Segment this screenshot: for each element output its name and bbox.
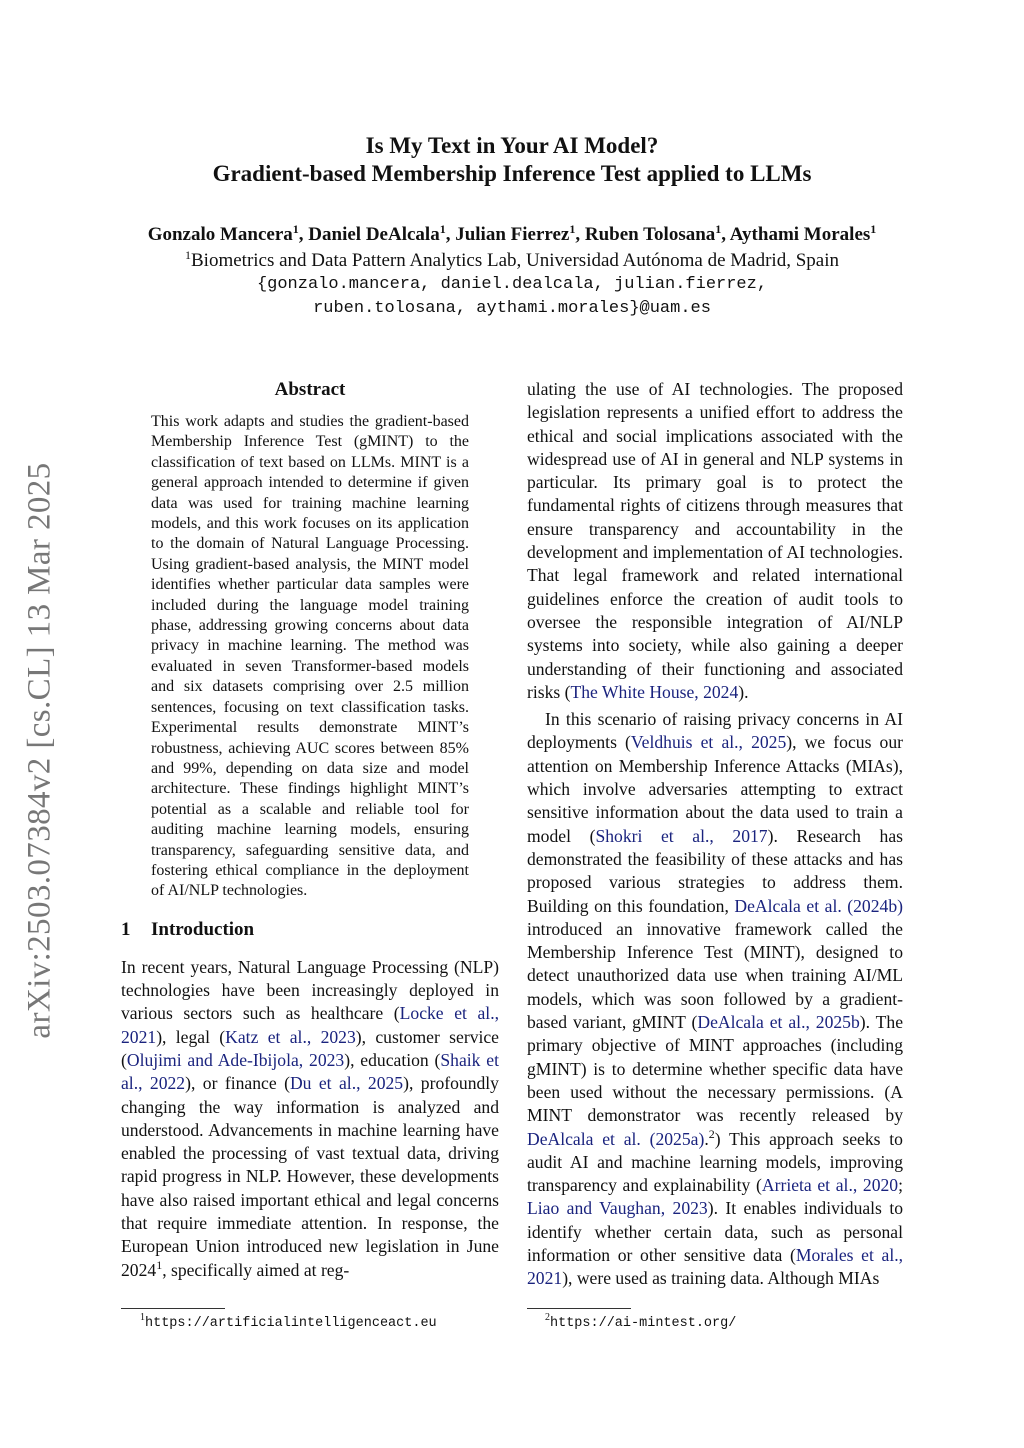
- arxiv-identifier-text: arXiv:2503.07384v2 [cs.CL] 13 Mar 2025: [21, 461, 58, 1039]
- abstract-heading: Abstract: [274, 379, 346, 400]
- intro-paragraph-1-continued: ulating the use of AI technologies. The proposed legislation represents a unified effort to address the ethical and social implications associated with the widespread use of AI in general and NLP systems in particular. Its primary goal is to protect the fundamental rights of citizens through measures that ensure transparency and accountability in the development and implementation of AI technologies. That legal framework and related international guidelines enforce the creation of audit tools to oversee the responsible integration of AI/NLP systems into society, while also gaining a deeper understanding of their functioning and associated risks (The White House, 2024).: [527, 379, 903, 702]
- footnote-marker[interactable]: 1: [156, 1257, 163, 1272]
- author-affil-marker: 1: [715, 222, 722, 236]
- author-name: Daniel DeAlcala: [308, 224, 440, 245]
- footnote-marker: 1: [140, 1312, 145, 1323]
- citation-link[interactable]: DeAlcala et al. (2025a): [527, 1128, 705, 1149]
- affiliation-text: Biometrics and Data Pattern Analytics Lab, Universidad Autónoma de Madrid, Spain: [191, 250, 839, 271]
- footnote-1: [140, 1312, 437, 1331]
- citation-link[interactable]: Shokri et al., 2017: [595, 825, 768, 846]
- author-affil-marker: 1: [870, 222, 877, 236]
- citation-link[interactable]: Arrieta et al., 2020: [761, 1175, 899, 1196]
- author-affil-marker: 1: [292, 222, 299, 236]
- paragraph-continuation: , specifically aimed at reg-: [162, 1259, 350, 1280]
- author-name: Ruben Tolosana: [584, 224, 716, 245]
- left-column: [121, 378, 499, 1282]
- intro-paragraph-1: In recent years, Natural Language Processing (NLP) technologies have been increasingly deployed in various sectors such as healthcare (Locke et al., 2021), legal (Katz et al., 2023), customer service (Olujimi and Ade-Ibijola, 2023), education (Shaik et al., 2022), or finance (Du et al., 2025), profoundly changing the way information is analyzed and understood. Advancements in machine learning have enabled the processing of vast textual data, driving rapid progress in NLP. However, these developments have also raised important ethical and legal concerns that require immediate attention. In response, the European Union introduced new legislation in June 2024$^1$, specifically aimed at reg-: [121, 956, 499, 1280]
- citation-link[interactable]: DeAlcala et al. (2024b): [734, 895, 903, 916]
- footnote-divider: [121, 1308, 225, 1309]
- footnote-2: [545, 1312, 737, 1331]
- citation-link[interactable]: Liao and Vaughan, 2023: [527, 1198, 708, 1219]
- author-affil-marker: 1: [439, 222, 446, 236]
- section-heading-introduction: [121, 918, 499, 942]
- affiliation-marker: 1: [185, 248, 191, 262]
- footnote-marker[interactable]: 2: [708, 1126, 715, 1141]
- citation-link[interactable]: Du et al., 2025: [289, 1073, 404, 1094]
- footnote-divider: [527, 1308, 631, 1309]
- citation-link[interactable]: The White House, 2024: [570, 681, 739, 702]
- email-line-1: {gonzalo.mancera, daniel.dealcala, julian.fierrez,: [256, 275, 768, 294]
- citation-link[interactable]: Morales et al., 2021: [527, 1244, 904, 1289]
- author-name: Gonzalo Mancera: [147, 224, 293, 245]
- title-line-2: Gradient-based Membership Inference Test applied to LLMs: [212, 161, 812, 186]
- title-line-1: Is My Text in Your AI Model?: [365, 133, 659, 158]
- email-line-2: ruben.tolosana, aythami.morales}@uam.es: [313, 299, 711, 318]
- citation-link[interactable]: Shaik et al., 2022: [121, 1049, 499, 1094]
- affiliation: [0, 248, 1024, 273]
- right-column: [527, 378, 903, 1291]
- paper-title: [0, 132, 1024, 188]
- author-affil-marker: 1: [569, 222, 576, 236]
- citation-link[interactable]: Veldhuis et al., 2025: [630, 732, 787, 753]
- author-block: [0, 222, 1024, 321]
- citation-link[interactable]: Locke et al., 2021: [121, 1003, 499, 1047]
- author-name: Aythami Morales: [729, 224, 871, 245]
- section-number: 1: [121, 918, 131, 940]
- citation-link[interactable]: Katz et al., 2023: [225, 1026, 356, 1047]
- footnote-url[interactable]: https://ai-mintest.org/: [550, 1316, 737, 1331]
- citation-link[interactable]: Olujimi and Ade-Ibijola, 2023: [126, 1049, 345, 1070]
- citation-link[interactable]: DeAlcala et al., 2025b: [697, 1012, 860, 1033]
- section-title: Introduction: [151, 918, 255, 940]
- author-name: Julian Fierrez: [455, 224, 570, 245]
- footnote-url[interactable]: https://artificialintelligenceact.eu: [145, 1316, 437, 1331]
- author-list: Gonzalo Mancera$^1$, Daniel DeAlcala$^1$, Julian Fierrez$^1$, Ruben Tolosana$^1$, Aythami Morales$^1$: [147, 222, 877, 245]
- intro-paragraph-2: In this scenario of raising privacy concerns in AI deployments (Veldhuis et al., 2025), we focus our attention on Membership Inference Attacks (MIAs), which involve adversaries attempting to extract sensitive information about the data used to train a model (Shokri et al., 2017). Research has demonstrated the feasibility of these attacks and has proposed various strategies to address them. Building on this foundation, DeAlcala et al. (2024b) introduced an innovative framework called the Membership Inference Test (MINT), designed to detect unauthorized data use when training AI/ML models, which was soon followed by a gradient-based variant, gMINT (DeAlcala et al., 2025b). The primary objective of MINT approaches (including gMINT) is to determine whether specific data have been used without the necessary permissions. (A MINT demonstrator was recently released by DeAlcala et al. (2025a).$^2$) This approach seeks to audit AI and machine learning models, improving transparency and explainability (Arrieta et al., 2020; Liao and Vaughan, 2023). It enables individuals to identify whether certain data, such as personal information or other sensitive data (Morales et al., 2021), were used as training data. Although MIAs: [527, 709, 904, 1289]
- footnote-marker: 2: [545, 1312, 550, 1323]
- abstract-text: This work adapts and studies the gradient-based Membership Inference Test (gMINT) to the classification of text based on LLMs. MINT is a general approach intended to determine if given data was used for training machine learning models, and this work focuses on its application to the domain of Natural Language Processing. Using gradient-based analysis, the MINT model identifies whether particular data samples were included during the language model training phase, addressing growing concerns about data privacy in machine learning. The method was evaluated in seven Transformer-based models and six datasets comprising over 2.5 million sentences, focusing on text classification tasks. Experimental results demonstrate MINT’s robustness, achieving AUC scores between 85% and 99%, depending on data size and model architecture. These findings highlight MINT’s potential as a scalable and reliable tool for auditing machine learning models, ensuring transparency, safeguarding sensitive data, and fostering ethical compliance in the deployment of AI/NLP technologies.: [151, 413, 469, 900]
- arxiv-identifier: [10, 450, 70, 1050]
